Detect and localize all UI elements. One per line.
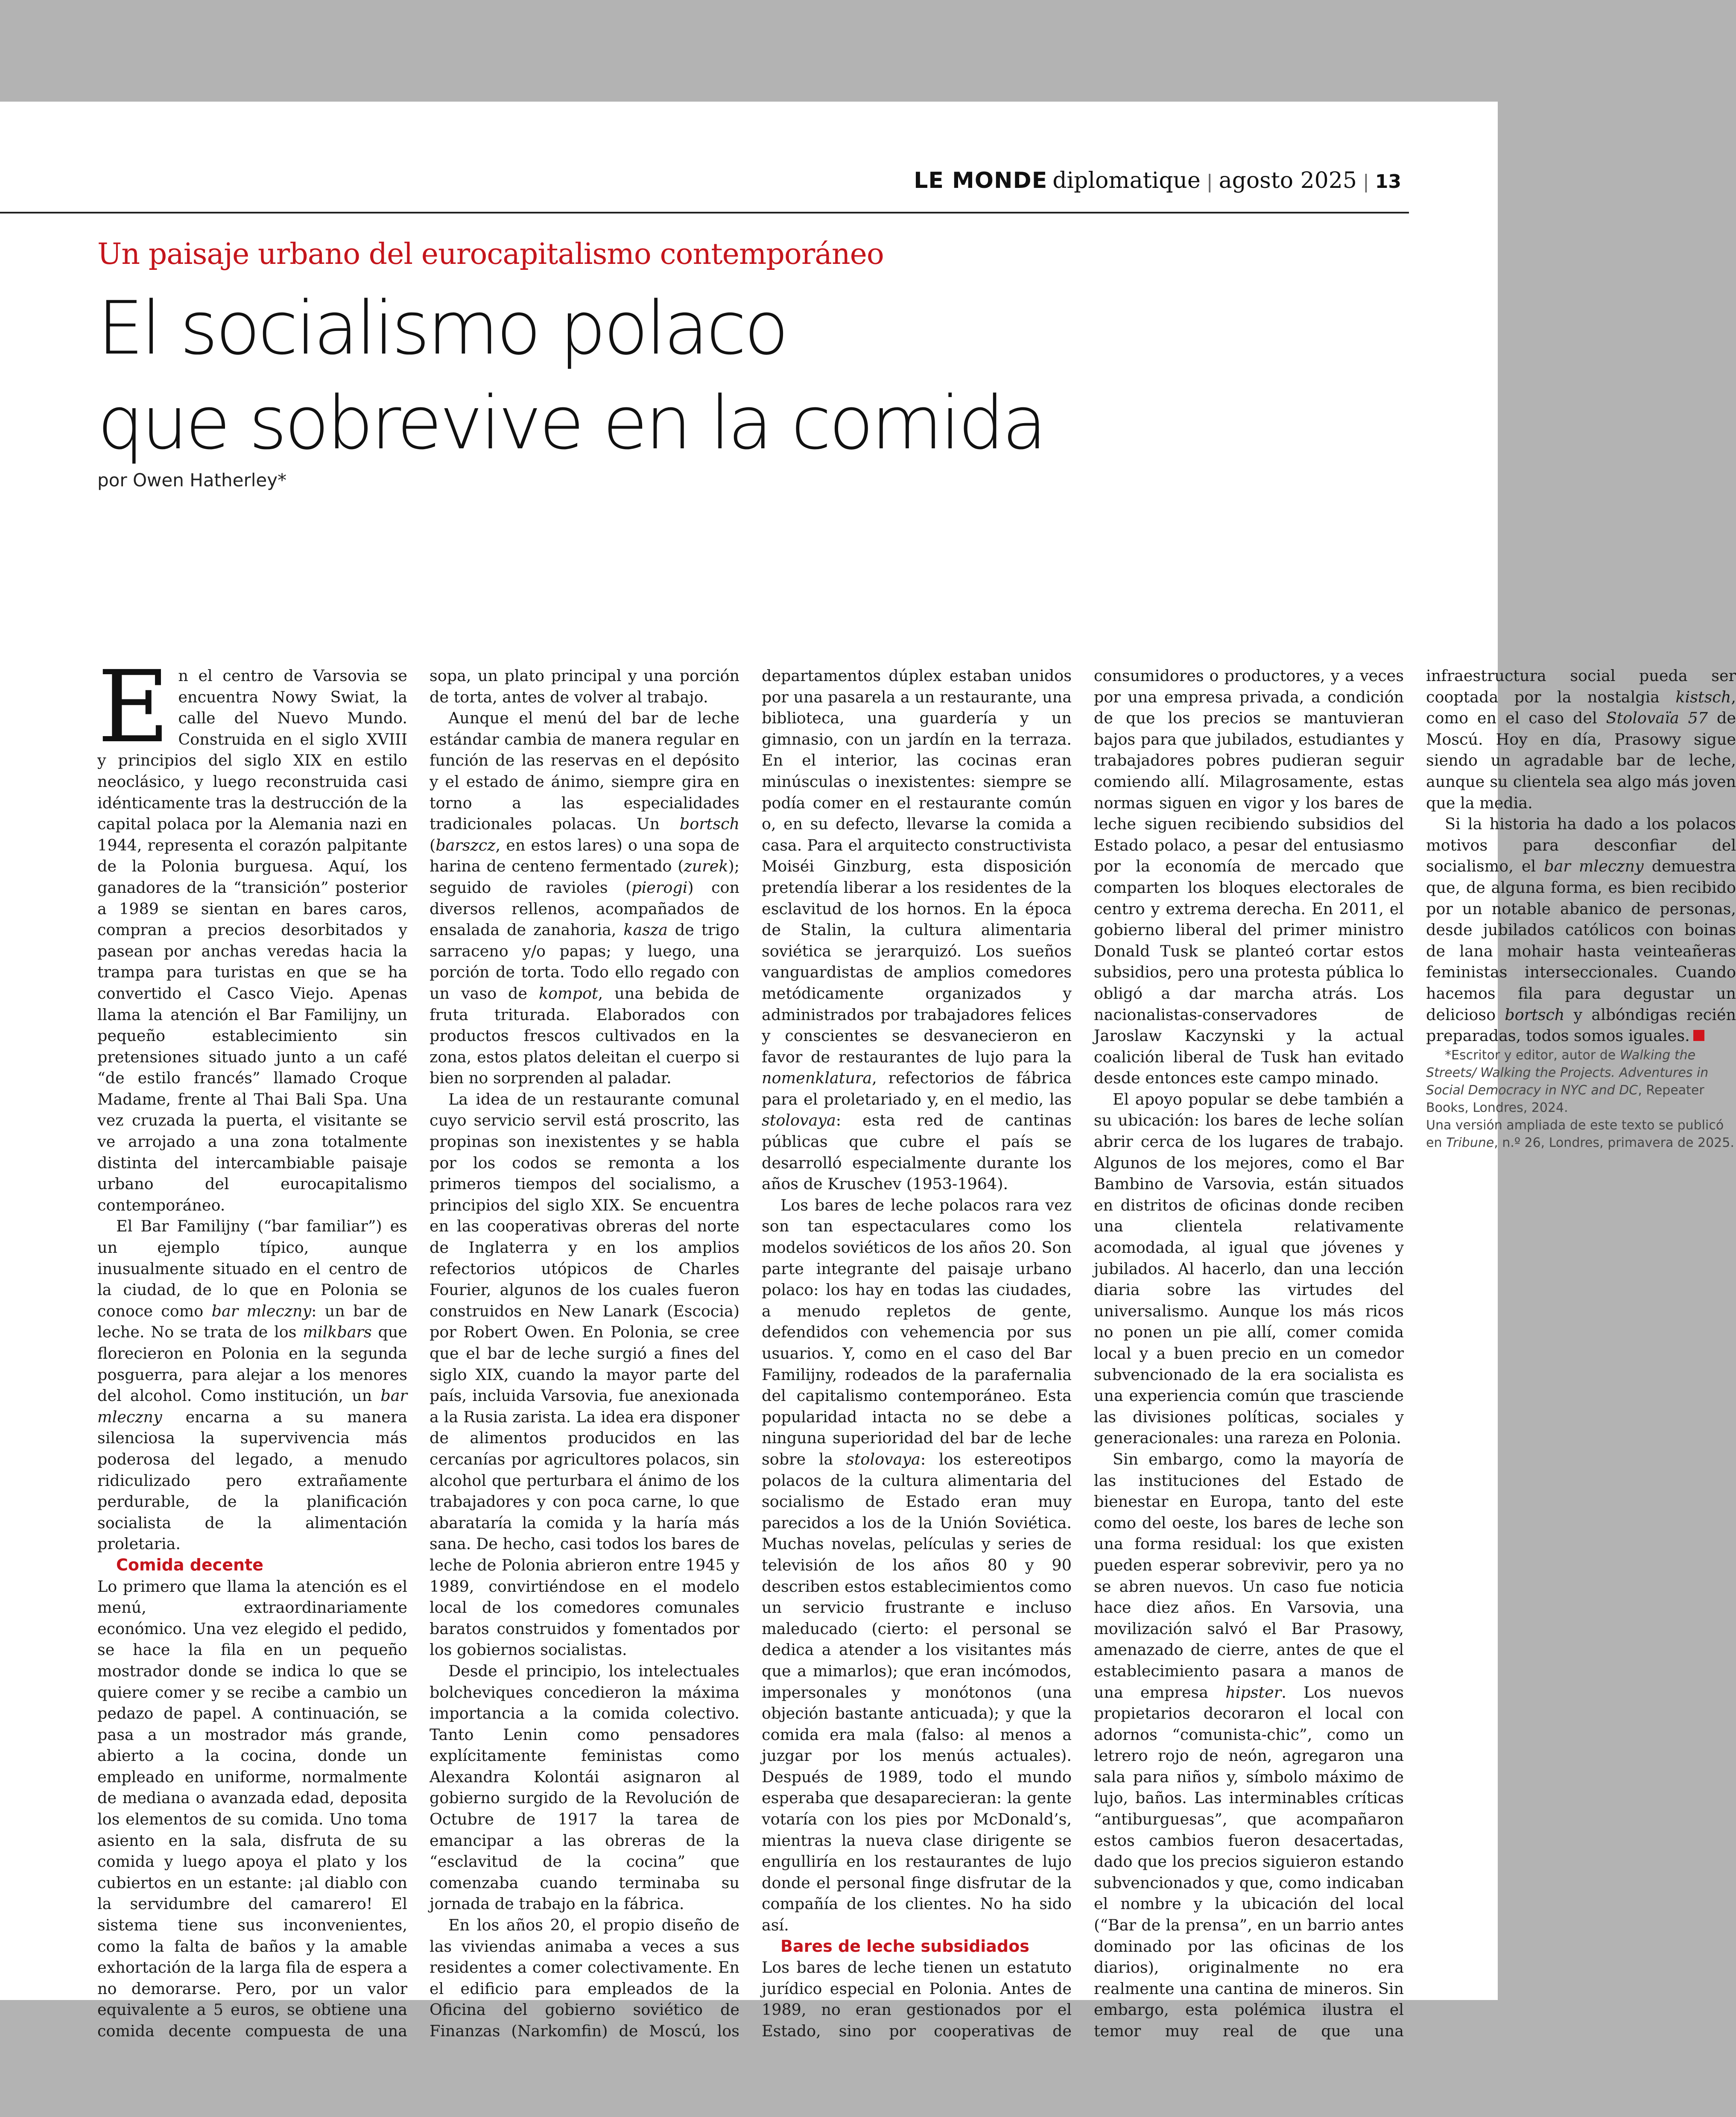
masthead-rule xyxy=(0,212,1409,213)
paragraph: La idea de un restaurante comunal cuyo servicio servil está proscrito, las propinas son inexistentes y se habla por los codos se remonta a los primeros tiempos del socialismo, a principios del siglo XIX. Se encuentra en las cooperativas obreras del norte de Inglaterra y en los amplios refectorios utópicos de Charles Fourier, algunos de los cuales fueron construidos en New Lanark (Escocia) por Robert Owen. En Polonia, se cree que el bar de leche surgió a fines del siglo XIX, cuando la mayor parte del país, incluida Varsovia, fue anexionada a la Rusia zarista. La idea era disponer de alimentos producidos en las cercanías por agricultores polacos, sin alcohol que perturbara el ánimo de los trabajadores y con poca carne, lo que abarataría la comida y la haría más sana. De hecho, casi todos los bares de leche de Polonia abrieron entre 1945 y 1989, convirtiéndose en el modelo local de los comedores comunales baratos construidos y fomentados por los gobiernos socialistas. xyxy=(430,1090,739,1659)
article-body xyxy=(97,649,1736,2044)
paragraph: Sin embargo, como la mayoría de las instituciones del Estado de bienestar en Europa, tanto del este como del oeste, los bares de leche son una forma residual: los que existen pueden esperar sobrevivir, pero ya no se abren nuevos. Un caso fue noticia hace diez años. En Varsovia, una movilización salvó el Bar Prasowy, amenazado de cierre, antes de que el establecimiento pasara a manos de una empresa hipster. Los nuevos propietarios decoraron el local con adornos “comunista-chic”, como un letrero rojo de neón, agregaron una sala para niños y, símbolo máximo de lujo, baños. Las interminables críticas “antiburguesas”, que acompañaron estos cambios fueron desacertadas, dado que los precios siguieron estando subvencionados y que, como indicaban el nombre y la ubicación del local (“Bar de la prensa”, en un barrio antes dominado por las oficinas de los diarios), originalmente no era realmente una cantina de mineros. Sin embargo, esta polémica ilustra el temor muy real de que una infraestructura social pueda ser cooptada por la nostalgia kistsch, como en el caso del Stolovaïa 57 de Moscú. Hoy en día, Prasowy sigue siendo un agradable bar de leche, aunque su clientela sea algo más joven que la media. xyxy=(1094,667,1736,2040)
masthead-separator: | xyxy=(1362,171,1369,193)
section-subhead: Bares de leche subsidiados xyxy=(780,1936,1029,1956)
article-headline xyxy=(97,281,1412,471)
masthead xyxy=(914,168,1401,193)
paragraph: Aunque el menú del bar de leche estándar cambia de manera regular en función de las reservas en el depósito y el estado de ánimo, siempre gira en torno a las especialidades tradicionales polacas. Un bortsch (barszcz, en estos lares) o una sopa de harina de centeno fermentado (zurek); seguido de ravioles (pierogi) con diversos rellenos, acompañados de ensalada de zanahoria, kasza de trigo sarraceno y/o papas; y luego, una porción de torta. Todo ello regado con un vaso de kompot, una bebida de fruta triturada. Elaborados con productos frescos cultivados en la zona, estos platos deleitan el cuerpo si bien no sorprenden al paladar. xyxy=(430,709,739,1088)
headline-line: El socialismo polaco xyxy=(97,285,786,371)
paragraph: Lo primero que llama la atención es el menú, extraordinariamente económico. Una vez elegido el pedido, se hace la fila en un pequeño mostrador donde se indica lo que se quiere comer y se recibe a cambio un pedazo de papel. A continuación, se pasa a un mostrador más grande, abierto a la cocina, donde un empleado en uniforme, normalmente de mediana o avanzada edad, deposita los elementos de su comida. Uno toma asiento en la sala, disfruta de su comida y luego apoya el plato y los cubiertos en un estante: ¡al diablo con la servidumbre del camarero! El sistema tiene sus inconvenientes, como la falta de baños y la amable exhortación de la larga fila de espera a no demorarse. Pero, por un valor equivalente a 5 euros, se obtiene una comida decente compuesta de una sopa, un plato principal y una porción de torta, antes de volver al trabajo. xyxy=(97,667,739,2040)
drop-cap: E xyxy=(97,649,170,765)
article-kicker: Un paisaje urbano del eurocapitalismo contemporáneo xyxy=(97,237,884,271)
byline: por Owen Hatherley* xyxy=(97,470,287,491)
newspaper-page xyxy=(0,102,1736,2040)
section-subhead: Comida decente xyxy=(116,1555,263,1574)
publication-name: LE MONDE xyxy=(914,168,1048,193)
paragraph: Los bares de leche polacos rara vez son tan espectaculares como los modelos soviéticos de los años 20. Son parte integrante del paisaje urbano polaco: los hay en todas las ciudades, a menudo repletos de gente, defendidos con vehemencia por sus usuarios. Y, como en el caso del Bar Familijny, rodeados de la parafernalia del capitalismo contemporáneo. Esta popularidad intacta no se debe a ninguna superioridad del bar de leche sobre la stolovaya: los estereotipos polacos de la cultura alimentaria del socialismo de Estado eran muy parecidos a los de la Unión Soviética. Muchas novelas, películas y series de televisión de los años 80 y 90 describen estos establecimientos como un servicio frustrante e incluso maleducado (cierto: el personal se dedica a atender a los visitantes más que a mimarlos); que eran incómodos, impersonales y monótonos (una objeción bastante anticuada); y que la comida era mala (falso: al menos a juzgar por los menús actuales). Después de 1989, todo el mundo esperaba que desaparecieran: la gente votaría con los pies por McDonald’s, mientras la nueva clase dirigente se engulliría en los restaurantes de lujo donde el personal finge disfrutar de la compañía de los clientes. No ha sido así. xyxy=(762,1196,1072,1935)
end-mark-square xyxy=(1693,1030,1704,1041)
paragraph: Si la historia ha dado a los polacos motivos para desconfiar del socialismo, el bar mleczny demuestra que, de alguna forma, es bien recibido por un notable abanico de personas, desde jubilados católicos con boinas de lana mohair hasta veinteañeras feministas interseccionales. Cuando hacemos fila para degustar un delicioso bortsch y albóndigas recién preparadas, todos somos iguales. xyxy=(1426,815,1736,1045)
paragraph: En el centro de Varsovia se encuentra Nowy Swiat, la calle del Nuevo Mundo. Construida en el siglo XVIII y principios del siglo XIX en estilo neoclásico, y luego reconstruida casi idénticamente tras la destrucción de la capital polaca por la Alemania nazi en 1944, representa el corazón palpitante de la Polonia burguesa. Aquí, los ganadores de la “transición” posterior a 1989 se sientan en bares caros, compran a precios desorbitados y pasean por anchas veredas hacia la trampa para turistas en que se ha convertido el Casco Viejo. Apenas llama la atención el Bar Familijny, un pequeño establecimiento sin pretensiones situado junto a un café “de estilo francés” llamado Croque Madame, frente al Thai Bali Spa. Una vez cruzada la puerta, el visitante se ve arrojado a una zona totalmente distinta del intercambiable paisaje urbano del eurocapitalismo contemporáneo. xyxy=(97,649,407,1214)
page-number: 13 xyxy=(1375,171,1401,193)
masthead-separator: | xyxy=(1206,171,1213,193)
paragraph: Los bares de leche tienen un estatuto jurídico especial en Polonia. Antes de 1989, no eran gestionados por el Estado, sino por cooperativas de consumidores o productores, y a veces por una empresa privada, a condición de que los precios se mantuvieran bajos para que jubilados, estudiantes y trabajadores pobres pudieran seguir comiendo allí. Milagrosamente, estas normas siguen en vigor y los bares de leche siguen recibiendo subsidios del Estado polaco, a pesar del entusiasmo por la economía de mercado que comparten los bloques electorales de centro y extrema derecha. En 2011, el gobierno liberal del primer ministro Donald Tusk se planteó cortar estos subsidios, pero una protesta pública lo obligó a dar marcha atrás. Los nacionalistas-conservadores de Jaroslaw Kaczynski y la actual coalición liberal de Tusk han evitado desde entonces este campo minado. xyxy=(762,667,1404,2040)
issue-date: agosto 2025 xyxy=(1219,168,1357,193)
paragraph: El Bar Familijny (“bar familiar”) es un ejemplo típico, aunque inusualmente situado en el centro de la ciudad, de lo que en Polonia se conoce como bar mleczny: un bar de leche. No se trata de los milkbars que florecieron en Polonia en la segunda posguerra, para alejar a los menores del alcohol. Como institución, un bar mleczny encarna a su manera silenciosa la supervivencia más poderosa del legado, a menudo ridiculizado pero extrañamente perdurable, de la planificación socialista de la alimentación proletaria. xyxy=(97,1217,408,1553)
headline-line: que sobrevive en la comida xyxy=(97,380,1045,466)
paragraph: El apoyo popular se debe también a su ubicación: los bares de leche solían abrir cerca de los lugares de trabajo. Algunos de los mejores, como el Bar Bambino de Varsovia, están situados en distritos de oficinas donde reciben una clientela relativamente acomodada, al igual que jóvenes y jubilados. Al hacerlo, dan una lección diaria sobre las virtudes del universalismo. Aunque los más ricos no ponen un pie allí, comer comida local y a buen precio en un comedor subvencionado de la era socialista es una experiencia común que trasciende las divisiones políticas, sociales y generacionales: una rareza en Polonia. xyxy=(1094,1090,1404,1447)
paragraph: En los años 20, el propio diseño de las viviendas animaba a veces a sus residentes a comer colectivamente. En el edificio para empleados de la Oficina del gobierno soviético de Finanzas (Narkomfin) de Moscú, los departamentos dúplex estaban unidos por una pasarela a un restaurante, una biblioteca, una guardería y un gimnasio, con un jardín en la terraza. En el interior, las cocinas eran minúsculas o inexistentes: siempre se podía comer en el restaurante común o, en su defecto, llevarse la comida a casa. Para el arquitecto constructivista Moiséi Ginzburg, esta disposición pretendía liberar a los residentes de la esclavitud de los hornos. En la época de Stalin, la cultura alimentaria soviética se jerarquizó. Los sueños vanguardistas de amplios comedores metódicamente organizados y administrados por trabajadores felices y conscientes se desvanecieron en favor de restaurantes de lujo para la nomenklatura, refectorios de fábrica para el proletariado y, en el medio, las stolovaya: esta red de cantinas públicas que cubre el país se desarrolló especialmente durante los años de Kruschev (1953-1964). xyxy=(430,667,1072,2040)
paragraph: Desde el principio, los intelectuales bolcheviques concedieron la máxima importancia a la comida colectivo. Tanto Lenin como pensadores explícitamente feministas como Alexandra Kolontái asignaron al gobierno surgido de la Revolución de Octubre de 1917 la tarea de emancipar a las obreras de la “esclavitud de la cocina” que comenzaba cuando terminaba su jornada de trabajo en la fábrica. xyxy=(430,1661,739,1913)
author-footnote: *Escritor y editor, autor de Walking the Streets/ Walking the Projects. Adventures in Social Democracy in NYC and DC, Repeater Books, Londres, 2024. Una versión ampliada de este texto se publicó en Tribune, n.º 26, Londres, primavera de 2025. xyxy=(1426,1047,1734,1150)
publication-name-suffix: diplomatique xyxy=(1052,168,1201,193)
